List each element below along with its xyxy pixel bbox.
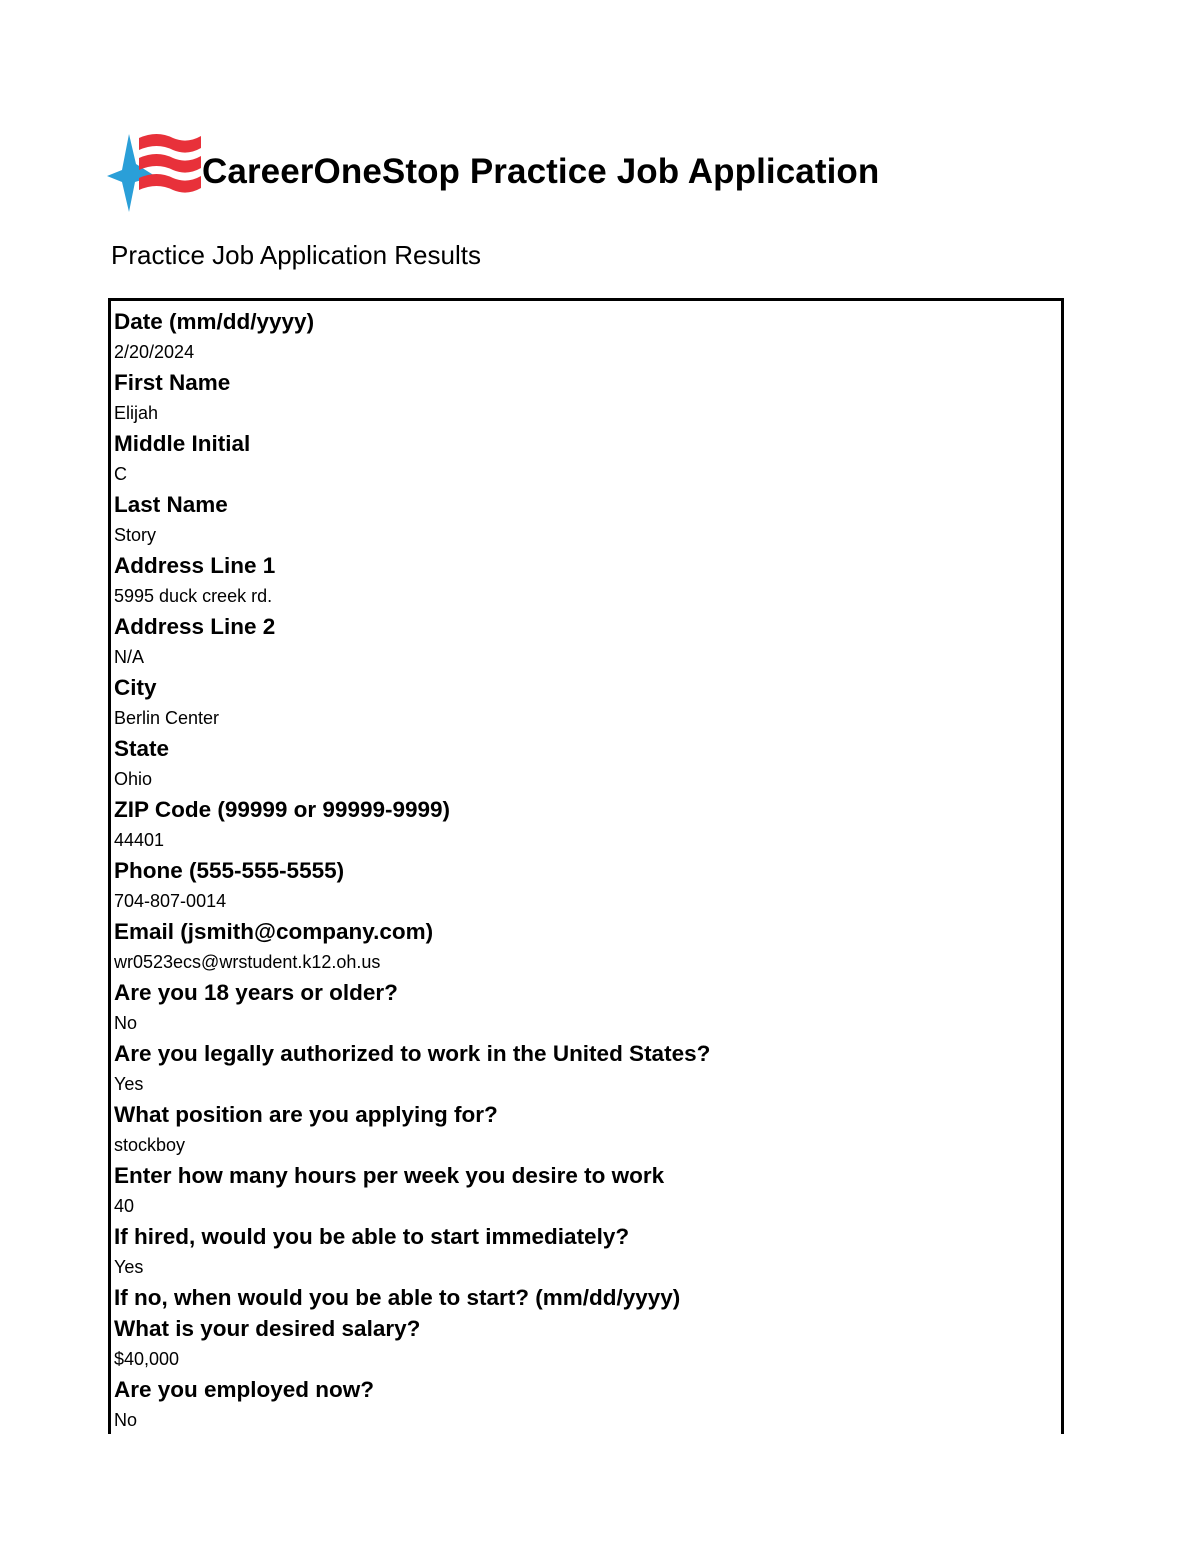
field-label: First Name — [114, 370, 231, 395]
field-value: C — [114, 464, 127, 484]
field-row — [114, 916, 1061, 977]
field-row — [114, 855, 1061, 916]
field-value: stockboy — [114, 1135, 186, 1155]
field-row — [114, 794, 1061, 855]
field-row — [114, 611, 1061, 672]
field-label: Email (jsmith@company.com) — [114, 919, 434, 944]
field-row — [114, 1038, 1061, 1099]
field-value: Ohio — [114, 769, 153, 789]
careeronestop-logo-icon — [107, 130, 203, 214]
field-value: 2/20/2024 — [114, 342, 195, 362]
field-label: City — [114, 675, 157, 700]
field-row — [114, 306, 1061, 367]
field-value: Story — [114, 525, 157, 545]
logo-flag-stripe-3 — [139, 174, 201, 193]
page-header — [107, 130, 1007, 214]
field-label: Last Name — [114, 492, 228, 517]
field-row — [114, 1221, 1061, 1282]
field-row — [114, 1374, 1061, 1435]
field-value: Elijah — [114, 403, 159, 423]
field-value: Yes — [114, 1074, 144, 1094]
field-value: No — [114, 1410, 138, 1430]
field-label: Middle Initial — [114, 431, 251, 456]
field-label: Date (mm/dd/yyyy) — [114, 309, 315, 334]
field-label: Are you employed now? — [114, 1377, 375, 1402]
field-value: $40,000 — [114, 1349, 180, 1369]
field-value: 704-807-0014 — [114, 891, 227, 911]
page-bottom-margin — [0, 1434, 1200, 1553]
field-label: Address Line 1 — [114, 553, 276, 578]
field-row — [114, 550, 1061, 611]
field-value: wr0523ecs@wrstudent.k12.oh.us — [114, 952, 381, 972]
field-row — [114, 1282, 1061, 1313]
app-title: CareerOneStop Practice Job Application — [202, 152, 880, 191]
field-value: 40 — [114, 1196, 135, 1216]
logo-flag-stripe-2 — [139, 154, 201, 173]
field-row — [114, 489, 1061, 550]
field-row — [114, 1313, 1061, 1374]
field-row — [114, 1099, 1061, 1160]
results-box — [108, 298, 1064, 1553]
field-value: 5995 duck creek rd. — [114, 586, 273, 606]
field-label: Are you 18 years or older? — [114, 980, 398, 1005]
field-row — [114, 367, 1061, 428]
field-label: What position are you applying for? — [114, 1102, 498, 1127]
field-label: Phone (555-555-5555) — [114, 858, 345, 883]
field-row — [114, 977, 1061, 1038]
field-label: Enter how many hours per week you desire to work — [114, 1163, 665, 1188]
field-row — [114, 1160, 1061, 1221]
page-subtitle: Practice Job Application Results — [111, 240, 481, 270]
field-list — [114, 306, 1061, 1435]
field-label: Are you legally authorized to work in the United States? — [114, 1041, 711, 1066]
field-label: If no, when would you be able to start? (mm/dd/yyyy) — [114, 1285, 681, 1310]
field-value: N/A — [114, 647, 145, 667]
field-value: Yes — [114, 1257, 144, 1277]
field-label: Address Line 2 — [114, 614, 276, 639]
field-label: What is your desired salary? — [114, 1316, 421, 1341]
field-row — [114, 428, 1061, 489]
field-label: If hired, would you be able to start immediately? — [114, 1224, 630, 1249]
logo-flag-stripe-1 — [139, 134, 201, 153]
field-label: State — [114, 736, 170, 761]
field-row — [114, 733, 1061, 794]
field-row — [114, 672, 1061, 733]
field-label: ZIP Code (99999 or 99999-9999) — [114, 797, 451, 822]
field-value: No — [114, 1013, 138, 1033]
field-value: Berlin Center — [114, 708, 220, 728]
field-value: 44401 — [114, 830, 165, 850]
